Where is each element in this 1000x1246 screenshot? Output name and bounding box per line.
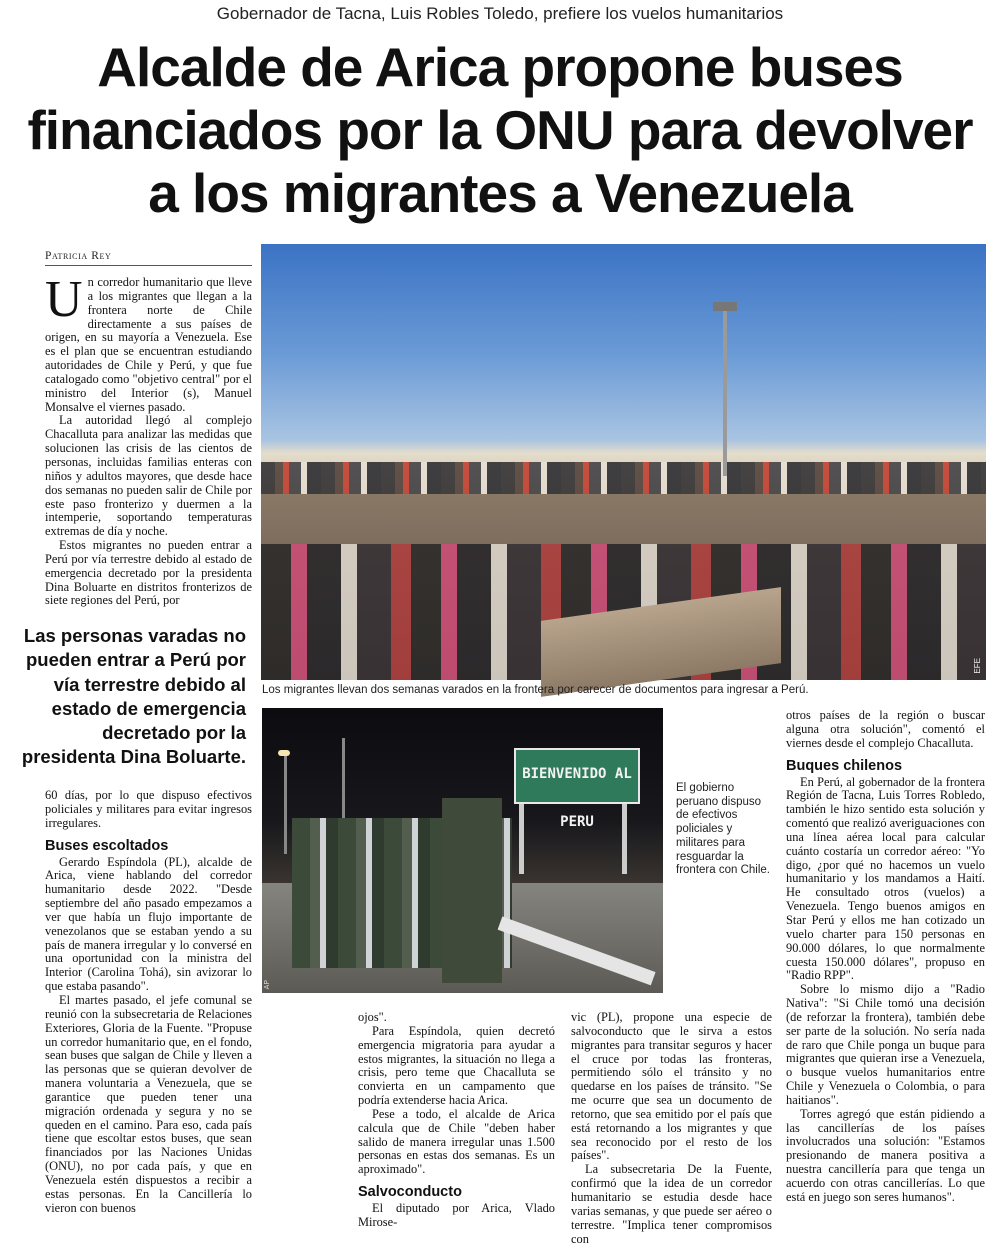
paragraph: Pese a todo, el alcalde de Arica calcula que de Chile "deben haber salido de manera irregular unas 1.500 personas en estas dos semanas. Es un aproximado". bbox=[358, 1106, 555, 1177]
headline-line-3: a los migrantes a Venezuela bbox=[148, 162, 852, 224]
article-column-2 bbox=[358, 1010, 555, 1229]
photo-credit: AP bbox=[264, 979, 271, 989]
paragraph: En Perú, al gobernador de la frontera Región de Tacna, Luis Torres Robledo, también le hizo sentido esta solución y comentó que realizó averiguaciones con una línea aérea local para calcular cuánto costaría un corredor aéreo: "Yo digo, ¿por qué no hacemos un vuelo humanitario y los mandamos a Haití. He consultado otros (vuelos) a Venezuela. Tengo buenos amigos en Star Perú y ellos me han cotizado un vuelo charter para 150 personas en 90.000 dólares, lo que normalmente cuesta 150.000 dólares", propuso en "Radio RPP". bbox=[786, 774, 985, 983]
photo-caption: Los migrantes llevan dos semanas varados en la frontera por carecer de documentos para ingresar a Perú. bbox=[262, 684, 809, 696]
subheading-buques-chilenos: Buques chilenos bbox=[786, 757, 903, 774]
paragraph: Para Espíndola, quien decretó emergencia migratoria para ayudar a estos migrantes, la situación no llega a crisis, pero teme que Chacalluta se convierta en un campamento que podría extenderse hacia Arica. bbox=[358, 1023, 555, 1108]
dropcap: U bbox=[45, 271, 83, 328]
paragraph: n corredor humanitario que lleve a los migrantes que llegan a la frontera norte de Chile directamente a sus países de origen, en su mayoría a Venezuela. Ese es el plan que se encuentran estudiando autoridades de Chile y Perú, y que fue catalogado como "objetivo central" por el ministro del Interior (s), Manuel Monsalve el viernes pasado. bbox=[45, 275, 252, 414]
paragraph: Estos migrantes no pueden entrar a Perú por vía terrestre debido al estado de emergencia decretado por la presidenta Dina Boluarte en distritos fronterizos de siete regiones del Perú, por bbox=[45, 538, 252, 608]
paragraph: El martes pasado, el jefe comunal se reunió con la subsecretaria de Relaciones Exteriores, Gloria de la Fuente. "Propuse un corredor humanitario que, en el fondo, sean buses que salgan de Chile y lleven a las personas que se quieran devolver de manera voluntaria a Venezuela, que se garantice que pueden tener una migración ordenada y segura y no se queden en el camino. Para eso, cada país tiene que escoltar estos buses, que sean financiados por las Naciones Unidas (ONU), no por cada país, y que en Venezuela estén dispuestos a recibir a estas personas. En la Cancillería lo vieron con buenos bbox=[45, 992, 252, 1215]
headline bbox=[20, 36, 980, 225]
headline-line-2: financiados por la ONU para devolver bbox=[27, 99, 973, 161]
article-column-1-bottom bbox=[45, 789, 252, 1223]
paragraph: Gerardo Espíndola (PL), alcalde de Arica, viene hablando del corredor humanitario desde 2022. "Desde septiembre del año pasado empezamos a ver que había un flujo importante de venezolanos que se estaban yendo a su país de manera irregular y lo conversé en una oportunidad con la ministra del Interior (Carolina Tohá), sin avizorar lo que estaba pasando". bbox=[45, 854, 252, 994]
paragraph: vic (PL), propone una especie de salvoconducto que le sirva a estos migrantes para transitar seguros y hacer el cruce por todas las fronteras, permitiendo sólo el tránsito y no quedarse en los países de tránsito. "Se me ocurre que sea un documento de retorno, que sea emitido por el país que está retornando a los migrantes y que sea reconocido por el resto de los países". bbox=[571, 1010, 772, 1163]
article-column-1-top bbox=[45, 271, 252, 616]
byline: Patricia Rey bbox=[45, 250, 252, 266]
article-column-3 bbox=[571, 1010, 772, 1246]
paragraph: La autoridad llegó al complejo Chacalluta para analizar las medidas que solucionen las crisis de las cientos de personas, incluidas familias enteras con niños y adultos mayores, que desde hace dos semanas no pueden salir de Chile por este paso fronterizo y duermen a la intemperie, soportando temperaturas extremas de día y noche. bbox=[45, 413, 252, 539]
article-column-4 bbox=[786, 709, 985, 1223]
photo-caption: El gobierno peruano dispuso de efectivos policiales y militares para resguardar la frontera con Chile. bbox=[676, 782, 770, 877]
paragraph: 60 días, por lo que dispuso efectivos policiales y militares para evitar ingresos irregulares. bbox=[45, 788, 252, 830]
paragraph: otros países de la región o buscar alguna otra solución", comentó el viernes desde el complejo Chacalluta. bbox=[786, 708, 985, 750]
paragraph: El diputado por Arica, Vlado Mirose- bbox=[358, 1201, 555, 1229]
subheading-salvoconducto: Salvoconducto bbox=[358, 1184, 462, 1201]
welcome-sign: BIENVENIDO AL PERU bbox=[514, 748, 640, 804]
paragraph: Torres agregó que están pidiendo a las cancillerías de los países involucrados una solución: "Estamos presionando de manera positiva a nuestra cancillería para que tenga un acuerdo con otras cancillerías. Lo que está en juego son seres humanos". bbox=[786, 1106, 985, 1204]
kicker: Gobernador de Tacna, Luis Robles Toledo, prefiere los vuelos humanitarios bbox=[216, 4, 784, 23]
paragraph: La subsecretaria De la Fuente, confirmó que la idea de un corredor humanitario se estudia desde hace varias semanas, y que puede ser aéreo o terrestre. "Implica tener compromisos con bbox=[571, 1162, 772, 1246]
paragraph: ojos". bbox=[358, 1010, 387, 1024]
subheading-buses-escoltados: Buses escoltados bbox=[45, 837, 169, 854]
headline-line-1: Alcalde de Arica propone buses bbox=[97, 36, 903, 98]
photo-credit: EFE bbox=[973, 658, 982, 674]
pull-quote: Las personas varadas no pueden entrar a Perú por vía terrestre debido al estado de emergencia decretado por la presidenta Dina Boluarte. bbox=[21, 625, 246, 768]
paragraph: Sobre lo mismo dijo a "Radio Nativa": "Si Chile tomó una decisión (de reforzar la frontera), también debe ser parte de la solución. No sería nada de raro que Chile ponga un buque para migrantes que quieran irse a Venezuela, o busque vuelos humanitarios entre Chile y Venezuela o Colombia, o para haitianos". bbox=[786, 982, 985, 1107]
photo-border-troops bbox=[262, 708, 663, 993]
photo-migrants-at-border bbox=[261, 244, 986, 680]
